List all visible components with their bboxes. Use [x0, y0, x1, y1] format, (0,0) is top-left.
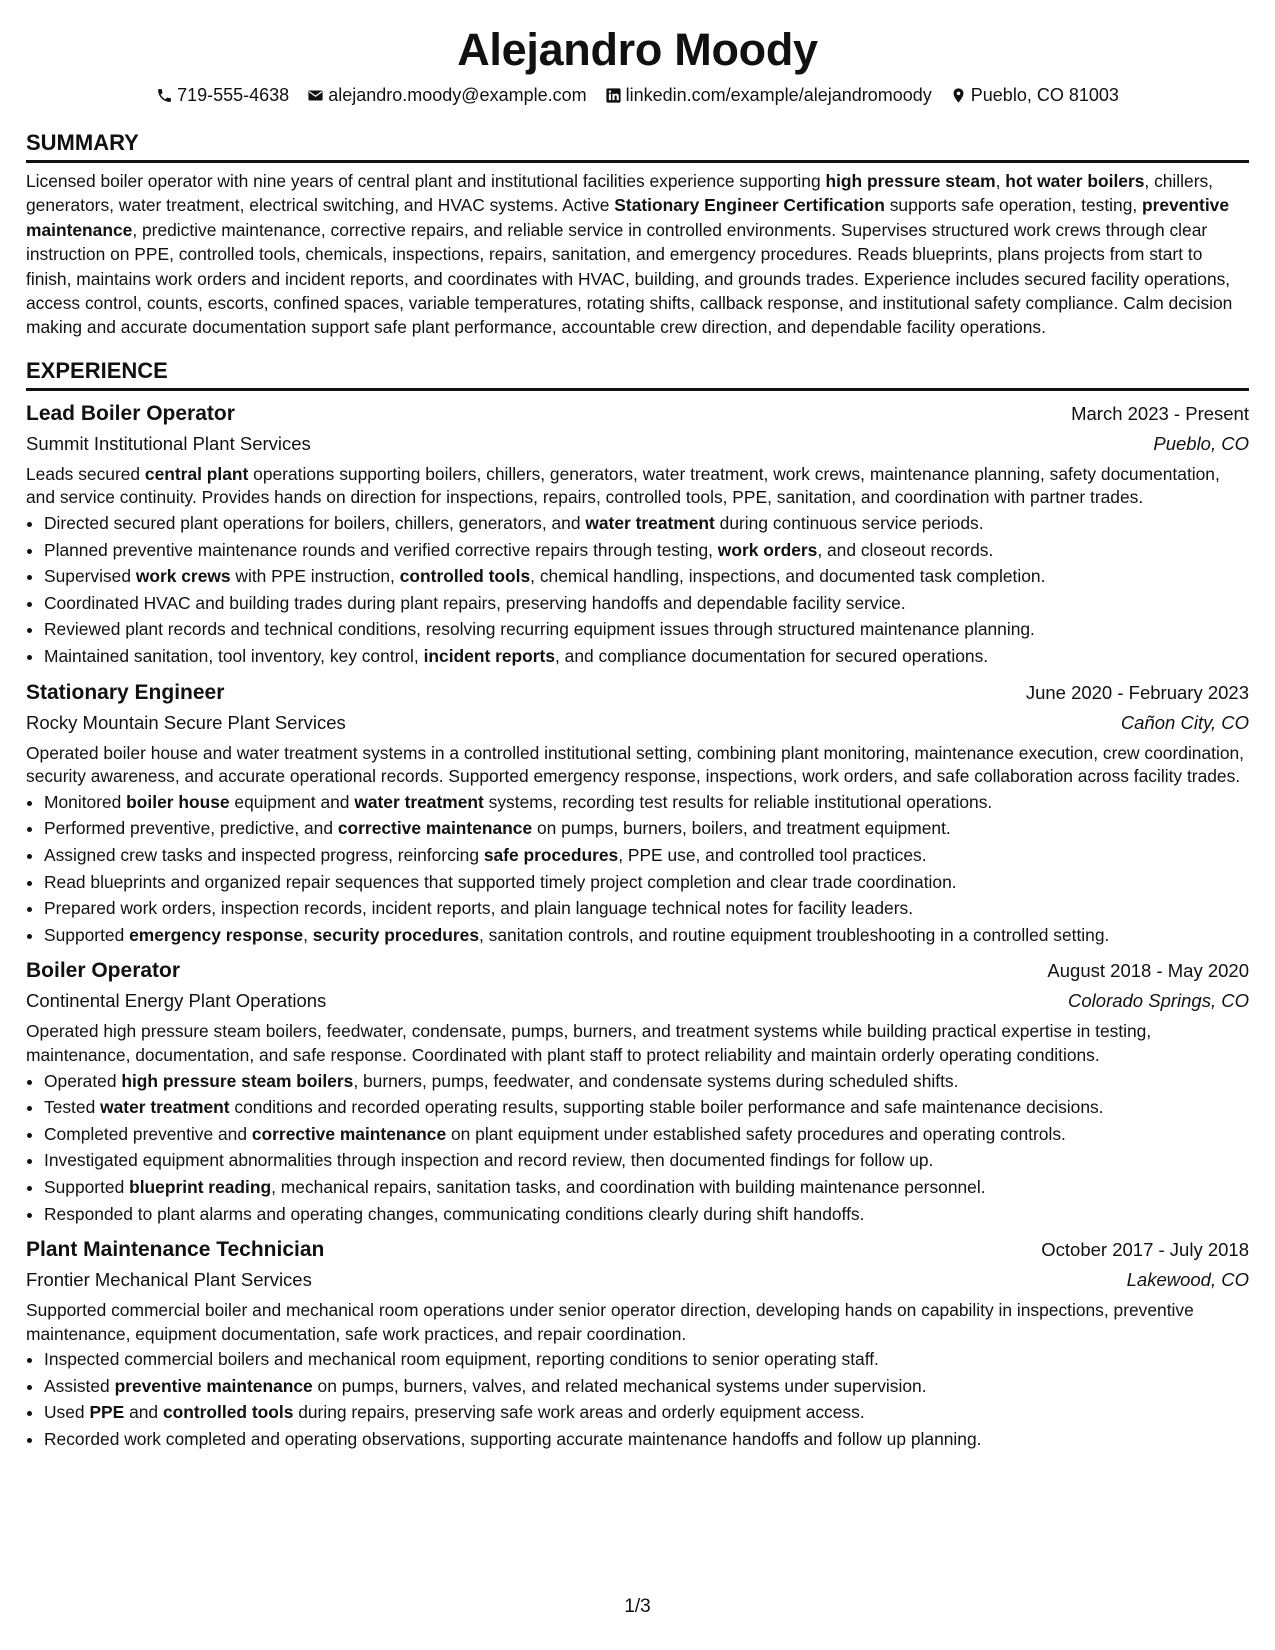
text-segment: Directed secured plant operations for boilers, chillers, generators, and	[44, 513, 586, 534]
text-segment: on plant equipment under established safety procedures and operating controls.	[446, 1123, 1066, 1144]
text-segment: Planned preventive maintenance rounds and verified corrective repairs through testing,	[44, 539, 718, 560]
text-segment: Supervised	[44, 566, 136, 587]
page-number: 1/3	[624, 1596, 651, 1617]
job-entry	[26, 399, 1249, 670]
text-segment: Supported commercial boiler and mechanical room operations under senior operator direction, developing hands on capability in inspections, preventive maintenance, equipment documentation, safe work practices, and repair coordination.	[26, 1300, 1194, 1344]
bold-keyword: high pressure steam boilers	[121, 1070, 354, 1091]
job-company: Continental Energy Plant Operations	[26, 990, 327, 1012]
job-title: Plant Maintenance Technician	[26, 1238, 325, 1262]
bullet-item	[44, 1426, 1249, 1453]
text-segment: Maintained sanitation, tool inventory, key control,	[44, 646, 424, 666]
bold-keyword: PPE	[89, 1402, 125, 1423]
bold-keyword: controlled tools	[162, 1402, 294, 1423]
job-title-row	[26, 678, 1249, 708]
text-segment: operations supporting boilers, chillers, generators, water treatment, work crews, maintenance planning, safety documentation, and service continuity. Provides hands on direction for inspections, repairs, controlled tools, PPE, sanitation, and coordination with partner trades.	[26, 463, 1220, 508]
job-bullets	[26, 1068, 1249, 1228]
bullet-item	[44, 510, 1249, 537]
bullet-item	[44, 1399, 1249, 1426]
bullet-item	[44, 1094, 1249, 1121]
text-segment: during repairs, preserving safe work areas and orderly equipment access.	[293, 1402, 865, 1423]
job-title-row	[26, 399, 1249, 429]
job-title: Boiler Operator	[26, 959, 181, 983]
email-text: alejandro.moody@example.com	[328, 85, 587, 105]
text-segment: , chemical handling, inspections, and documented task completion.	[530, 566, 1046, 587]
text-segment: Recorded work completed and operating observations, supporting accurate maintenance handoffs and follow up planning.	[44, 1429, 982, 1450]
text-segment: Inspected commercial boilers and mechanical room equipment, reporting conditions to senior operating staff.	[44, 1349, 879, 1370]
contact-email[interactable]	[307, 82, 586, 108]
text-segment: conditions and recorded operating results, supporting stable boiler performance and safe maintenance decisions.	[229, 1097, 1104, 1118]
bullet-item	[44, 563, 1249, 590]
bold-keyword: Stationary Engineer Certification	[614, 195, 885, 216]
text-segment: on pumps, burners, boilers, and treatment equipment.	[532, 818, 951, 839]
job-entry	[26, 1235, 1249, 1453]
job-title: Stationary Engineer	[26, 680, 225, 704]
text-segment: Operated high pressure steam boilers, feedwater, condensate, pumps, burners, and treatment systems while building practical expertise in testing, maintenance, documentation, and safe response. Coordinated with plant staff to protect reliability and maintain orderly operating conditions.	[26, 1021, 1152, 1065]
job-location: Cañon City, CO	[1120, 711, 1249, 733]
job-company-row	[26, 1265, 1249, 1295]
job-bullets	[26, 510, 1249, 670]
bold-keyword: preventive maintenance	[26, 195, 1230, 240]
job-description	[26, 742, 1249, 789]
job-dates: June 2020 - February 2023	[1025, 681, 1249, 703]
text-segment: , and closeout records.	[817, 539, 994, 560]
text-segment: Operated	[44, 1070, 122, 1091]
bullet-item	[44, 1373, 1249, 1400]
bold-keyword: work crews	[135, 566, 231, 587]
job-company-row	[26, 986, 1249, 1016]
bold-keyword: preventive maintenance	[114, 1375, 313, 1396]
bullet-item	[44, 643, 1249, 670]
contact-linkedin[interactable]	[605, 82, 932, 108]
job-location: Lakewood, CO	[1126, 1269, 1249, 1291]
text-segment: Responded to plant alarms and operating changes, communicating conditions clearly during shift handoffs.	[44, 1203, 865, 1224]
bold-keyword: water treatment	[354, 791, 484, 812]
job-description	[26, 1299, 1249, 1346]
bold-keyword: water treatment	[100, 1097, 230, 1118]
job-location: Pueblo, CO	[1153, 432, 1249, 454]
text-segment: , mechanical repairs, sanitation tasks, and coordination with building maintenance personnel.	[271, 1176, 986, 1197]
resume-page	[26, 0, 1249, 1453]
bullet-item	[44, 1121, 1249, 1148]
text-segment: supports safe operation, testing,	[884, 195, 1143, 216]
bullet-item	[44, 1346, 1249, 1373]
job-company-row	[26, 429, 1249, 459]
text-segment: ,	[995, 171, 1006, 191]
envelope-icon	[307, 87, 324, 104]
job-title-row	[26, 956, 1249, 986]
bold-keyword: hot water boilers	[1005, 171, 1145, 191]
text-segment: , and compliance documentation for secured operations.	[555, 646, 989, 666]
bold-keyword: corrective maintenance	[337, 818, 533, 839]
job-company: Rocky Mountain Secure Plant Services	[26, 711, 346, 733]
text-segment: Coordinated HVAC and building trades during plant repairs, preserving handoffs and dependable facility service.	[44, 592, 906, 613]
bullet-item	[44, 895, 1249, 922]
text-segment: Read blueprints and organized repair sequences that supported timely project completion and clear trade coordination.	[44, 871, 957, 892]
job-entry	[26, 956, 1249, 1227]
text-segment: , predictive maintenance, corrective repairs, and reliable service in controlled environments. Supervises structured work crews through clear instruction on PPE, controlled tools, chemicals, inspections, repairs, sanitation, and emergency procedures. Reads blueprints, plans projects from start to finish, maintains work orders and incident reports, and coordinates with HVAC, building, and grounds trades. Experience includes secured facility operations, access control, counts, escorts, confined spaces, variable temperatures, rotating shifts, callback response, and institutional safety compliance. Calm decision making and accurate documentation support safe plant performance, accountable crew direction, and dependable facility operations.	[26, 219, 1233, 338]
text-segment: Used	[44, 1402, 90, 1423]
text-segment: Performed preventive, predictive, and	[44, 818, 338, 839]
job-description	[26, 1020, 1249, 1067]
text-segment: and	[124, 1402, 163, 1423]
text-segment: Prepared work orders, inspection records, incident reports, and plain language technical notes for facility leaders.	[44, 898, 914, 919]
bullet-item	[44, 1201, 1249, 1228]
bold-keyword: high pressure steam	[825, 171, 996, 191]
bullet-item	[44, 616, 1249, 643]
bold-keyword: boiler house	[126, 791, 230, 812]
text-segment: on pumps, burners, valves, and related mechanical systems under supervision.	[312, 1375, 927, 1396]
text-segment: Operated boiler house and water treatment systems in a controlled institutional setting, combining plant monitoring, maintenance execution, crew coordination, security awareness, and accurate operational records. Supported emergency response, inspections, work orders, and safe collaboration across facility trades.	[26, 742, 1245, 787]
summary-text	[26, 169, 1249, 340]
text-segment: , burners, pumps, feedwater, and condensate systems during scheduled shifts.	[353, 1070, 959, 1091]
contact-location	[950, 82, 1119, 108]
experience-heading: EXPERIENCE	[26, 358, 1249, 391]
text-segment: equipment and	[229, 791, 355, 812]
text-segment: Tested	[44, 1097, 101, 1118]
linkedin-text: linkedin.com/example/alejandromoody	[625, 85, 932, 105]
job-dates: March 2023 - Present	[1071, 402, 1249, 424]
job-title-row	[26, 1235, 1249, 1265]
bold-keyword: water treatment	[585, 513, 715, 534]
job-company: Summit Institutional Plant Services	[26, 432, 311, 454]
text-segment: Licensed boiler operator with nine years of central plant and institutional facilities experience supporting	[26, 171, 826, 191]
bullet-item	[44, 789, 1249, 816]
bullet-item	[44, 1068, 1249, 1095]
job-dates: October 2017 - July 2018	[1041, 1239, 1249, 1261]
location-text: Pueblo, CO 81003	[970, 85, 1119, 105]
job-entry	[26, 678, 1249, 949]
bullet-item	[44, 842, 1249, 869]
contact-bar	[26, 82, 1249, 108]
text-segment: Supported	[44, 1176, 130, 1197]
text-segment: Completed preventive and	[44, 1123, 252, 1144]
job-bullets	[26, 789, 1249, 949]
bullet-item	[44, 922, 1249, 949]
map-pin-icon	[950, 87, 967, 104]
bullet-item	[44, 590, 1249, 617]
text-segment: Monitored	[44, 791, 127, 812]
bold-keyword: blueprint reading	[129, 1176, 272, 1197]
bullet-item	[44, 537, 1249, 564]
bold-keyword: emergency response	[129, 924, 304, 945]
text-segment: with PPE instruction,	[230, 566, 400, 587]
job-description	[26, 463, 1249, 510]
text-segment: Assisted	[44, 1375, 115, 1396]
text-segment: Leads secured	[26, 463, 145, 484]
text-segment: , sanitation controls, and routine equipment troubleshooting in a controlled setting.	[479, 924, 1110, 945]
experience-list	[26, 399, 1249, 1453]
bold-keyword: central plant	[144, 463, 249, 484]
job-title: Lead Boiler Operator	[26, 401, 235, 425]
candidate-name: Alejandro Moody	[457, 24, 818, 75]
text-segment: Assigned crew tasks and inspected progress, reinforcing	[44, 844, 484, 865]
text-segment: Investigated equipment abnormalities through inspection and record review, then documented findings for follow up.	[44, 1150, 934, 1171]
summary-heading: SUMMARY	[26, 130, 1249, 163]
linkedin-icon	[605, 87, 622, 104]
bold-keyword: work orders	[717, 539, 818, 560]
job-company-row	[26, 708, 1249, 738]
job-location: Colorado Springs, CO	[1068, 990, 1249, 1012]
text-segment: ,	[303, 924, 313, 945]
text-segment: Reviewed plant records and technical conditions, resolving recurring equipment issues through structured maintenance planning.	[44, 619, 1035, 640]
contact-phone[interactable]	[156, 82, 289, 108]
bullet-item	[44, 1147, 1249, 1174]
phone-text: 719-555-4638	[177, 85, 290, 105]
bullet-item	[44, 1174, 1249, 1201]
bold-keyword: incident reports	[423, 646, 556, 666]
bullet-item	[44, 869, 1249, 896]
bold-keyword: controlled tools	[399, 566, 531, 587]
text-segment: during continuous service periods.	[714, 513, 984, 534]
bold-keyword: security procedures	[312, 924, 480, 945]
job-dates: August 2018 - May 2020	[1047, 960, 1249, 982]
text-segment: , chillers, generators, water treatment, electrical switching, and HVAC systems. Active	[26, 171, 1214, 216]
job-bullets	[26, 1346, 1249, 1452]
job-company: Frontier Mechanical Plant Services	[26, 1269, 312, 1291]
text-segment: , PPE use, and controlled tool practices.	[618, 844, 927, 865]
bold-keyword: safe procedures	[483, 844, 619, 865]
text-segment: systems, recording test results for reliable institutional operations.	[483, 791, 993, 812]
bullet-item	[44, 815, 1249, 842]
bold-keyword: corrective maintenance	[251, 1123, 447, 1144]
text-segment: Supported	[44, 924, 130, 945]
phone-icon	[156, 87, 173, 104]
